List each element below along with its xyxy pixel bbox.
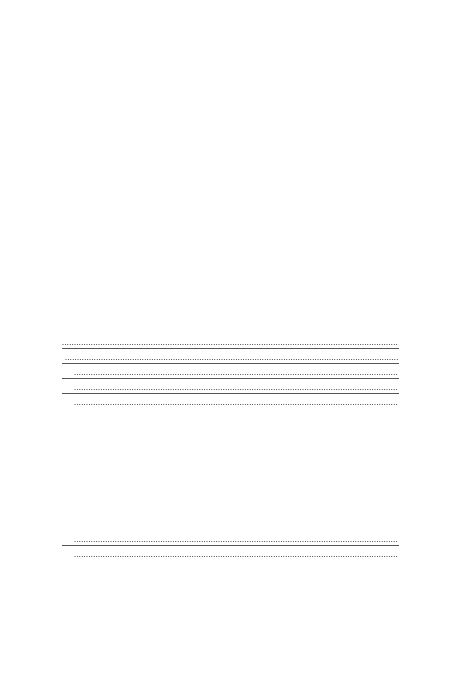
leader-dots [62,338,398,347]
toc-entry [62,550,399,560]
toc-list-mystery [62,535,399,564]
toc-entry [62,353,399,364]
leader-dots [65,353,398,362]
toc-entry [62,338,399,349]
leader-dots [74,550,398,559]
toc-list-literature [62,338,399,412]
leader-dots [74,368,398,377]
toc-entry [62,398,399,408]
toc-entry [62,368,399,379]
leader-dots [74,535,398,544]
leader-dots [74,398,398,407]
toc-entry [62,535,399,546]
leader-dots [74,383,398,392]
toc-entry [62,383,399,394]
